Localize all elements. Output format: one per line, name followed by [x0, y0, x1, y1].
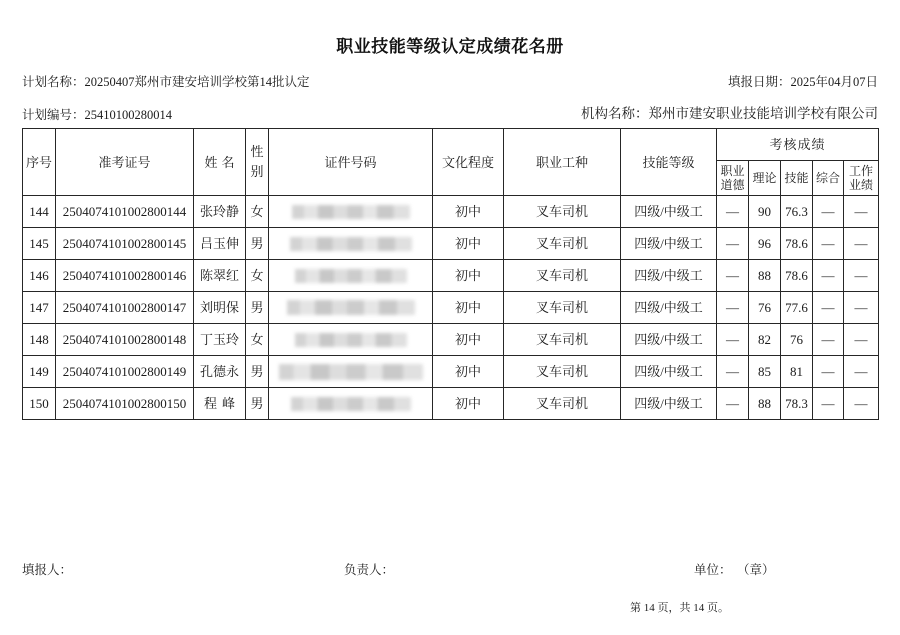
- occupation-cell: 叉车司机: [504, 324, 621, 356]
- header-exam-number: 准考证号: [56, 129, 194, 196]
- score-roster-table: [22, 128, 879, 420]
- table-header: [23, 129, 879, 196]
- id-number-cell: [269, 356, 433, 388]
- education-cell: 初中: [433, 324, 504, 356]
- table-row: [23, 388, 879, 420]
- header-performance: 工作业绩: [844, 161, 879, 196]
- skill-score-cell: 77.6: [781, 292, 813, 324]
- performance-score-cell: —: [844, 324, 879, 356]
- table-row: [23, 324, 879, 356]
- table-row: [23, 260, 879, 292]
- name-cell: 刘明保: [194, 292, 246, 324]
- name-cell: 丁玉玲: [194, 324, 246, 356]
- id-number-redacted: [287, 300, 415, 315]
- header-occupation: 职业工种: [504, 129, 621, 196]
- occupation-cell: 叉车司机: [504, 228, 621, 260]
- theory-score-cell: 82: [749, 324, 781, 356]
- occupation-cell: 叉车司机: [504, 292, 621, 324]
- id-number-cell: [269, 388, 433, 420]
- unit-label: 单位：: [694, 563, 732, 577]
- education-cell: 初中: [433, 260, 504, 292]
- performance-score-cell: —: [844, 356, 879, 388]
- gender-cell: 男: [246, 388, 269, 420]
- performance-score-cell: —: [844, 292, 879, 324]
- theory-score-cell: 96: [749, 228, 781, 260]
- name-cell: 吕玉伸: [194, 228, 246, 260]
- skill-level-cell: 四级/中级工: [621, 292, 717, 324]
- gender-cell: 男: [246, 228, 269, 260]
- occupation-cell: 叉车司机: [504, 260, 621, 292]
- seq-cell: 147: [23, 292, 56, 324]
- table-body: [23, 196, 879, 420]
- skill-score-cell: 76: [781, 324, 813, 356]
- table-row: [23, 228, 879, 260]
- education-cell: 初中: [433, 388, 504, 420]
- education-cell: 初中: [433, 356, 504, 388]
- institution-name: 机构名称：郑州市建安职业技能培训学校有限公司: [581, 106, 878, 121]
- id-number-redacted: [290, 237, 412, 251]
- ethics-score-cell: —: [717, 292, 749, 324]
- skill-score-cell: 78.6: [781, 260, 813, 292]
- name-cell: 陈翠红: [194, 260, 246, 292]
- performance-score-cell: —: [844, 196, 879, 228]
- skill-level-cell: 四级/中级工: [621, 196, 717, 228]
- theory-score-cell: 76: [749, 292, 781, 324]
- name-cell: 程峰: [194, 388, 246, 420]
- id-number-cell: [269, 324, 433, 356]
- gender-cell: 女: [246, 324, 269, 356]
- responsible-label: 负责人：: [344, 563, 395, 577]
- exam-number-cell: 2504074101002800149: [56, 356, 194, 388]
- gender-cell: 女: [246, 196, 269, 228]
- seq-cell: 149: [23, 356, 56, 388]
- id-number-redacted: [295, 269, 407, 283]
- comprehensive-score-cell: —: [813, 228, 844, 260]
- comprehensive-score-cell: —: [813, 260, 844, 292]
- id-number-redacted: [295, 333, 407, 347]
- plan-number: 计划编号：25410100280014: [22, 108, 173, 122]
- skill-score-cell: 81: [781, 356, 813, 388]
- ethics-score-cell: —: [717, 228, 749, 260]
- table-row: [23, 356, 879, 388]
- ethics-score-cell: —: [717, 388, 749, 420]
- ethics-score-cell: —: [717, 196, 749, 228]
- table-row: [23, 292, 879, 324]
- header-gender: 性别: [246, 129, 269, 196]
- education-cell: 初中: [433, 292, 504, 324]
- id-number-cell: [269, 196, 433, 228]
- header-id-number: 证件号码: [269, 129, 433, 196]
- skill-level-cell: 四级/中级工: [621, 260, 717, 292]
- seq-cell: 148: [23, 324, 56, 356]
- theory-score-cell: 85: [749, 356, 781, 388]
- name-cell: 张玲静: [194, 196, 246, 228]
- skill-level-cell: 四级/中级工: [621, 356, 717, 388]
- performance-score-cell: —: [844, 228, 879, 260]
- page-number: 第 14 页，共 14 页。: [630, 602, 729, 614]
- header-ethics: 职业道德: [717, 161, 749, 196]
- fill-date: 填报日期：2025年04月07日: [727, 75, 878, 89]
- gender-cell: 女: [246, 260, 269, 292]
- filler-label: 填报人：: [22, 563, 73, 577]
- header-seq: 序号: [23, 129, 56, 196]
- skill-score-cell: 78.6: [781, 228, 813, 260]
- header-theory: 理论: [749, 161, 781, 196]
- header-row: [23, 129, 879, 161]
- exam-number-cell: 2504074101002800150: [56, 388, 194, 420]
- document-title: 职业技能等级认定成绩花名册: [336, 37, 564, 57]
- id-number-cell: [269, 228, 433, 260]
- header-name: 姓名: [194, 129, 246, 196]
- seq-cell: 145: [23, 228, 56, 260]
- education-cell: 初中: [433, 196, 504, 228]
- comprehensive-score-cell: —: [813, 196, 844, 228]
- skill-level-cell: 四级/中级工: [621, 324, 717, 356]
- comprehensive-score-cell: —: [813, 292, 844, 324]
- name-cell: 孔德永: [194, 356, 246, 388]
- occupation-cell: 叉车司机: [504, 388, 621, 420]
- header-skill: 技能: [781, 161, 813, 196]
- id-number-redacted: [292, 205, 410, 219]
- exam-number-cell: 2504074101002800145: [56, 228, 194, 260]
- theory-score-cell: 88: [749, 260, 781, 292]
- theory-score-cell: 90: [749, 196, 781, 228]
- comprehensive-score-cell: —: [813, 356, 844, 388]
- skill-level-cell: 四级/中级工: [621, 388, 717, 420]
- header-comprehensive: 综合: [813, 161, 844, 196]
- id-number-redacted: [291, 397, 411, 411]
- id-number-cell: [269, 292, 433, 324]
- occupation-cell: 叉车司机: [504, 196, 621, 228]
- skill-score-cell: 78.3: [781, 388, 813, 420]
- performance-score-cell: —: [844, 260, 879, 292]
- performance-score-cell: —: [844, 388, 879, 420]
- header-skill-level: 技能等级: [621, 129, 717, 196]
- skill-level-cell: 四级/中级工: [621, 228, 717, 260]
- header-education: 文化程度: [433, 129, 504, 196]
- exam-number-cell: 2504074101002800147: [56, 292, 194, 324]
- exam-number-cell: 2504074101002800148: [56, 324, 194, 356]
- occupation-cell: 叉车司机: [504, 356, 621, 388]
- comprehensive-score-cell: —: [813, 388, 844, 420]
- exam-number-cell: 2504074101002800144: [56, 196, 194, 228]
- ethics-score-cell: —: [717, 324, 749, 356]
- seal-label: （章）: [737, 563, 775, 577]
- seq-cell: 150: [23, 388, 56, 420]
- table-row: [23, 196, 879, 228]
- seq-cell: 144: [23, 196, 56, 228]
- gender-cell: 男: [246, 356, 269, 388]
- ethics-score-cell: —: [717, 260, 749, 292]
- skill-score-cell: 76.3: [781, 196, 813, 228]
- gender-cell: 男: [246, 292, 269, 324]
- education-cell: 初中: [433, 228, 504, 260]
- id-number-cell: [269, 260, 433, 292]
- plan-name: 计划名称：20250407郑州市建安培训学校第14批认定: [22, 75, 310, 89]
- seq-cell: 146: [23, 260, 56, 292]
- exam-number-cell: 2504074101002800146: [56, 260, 194, 292]
- header-assessment: 考核成绩: [717, 129, 879, 161]
- ethics-score-cell: —: [717, 356, 749, 388]
- id-number-redacted: [279, 364, 423, 380]
- comprehensive-score-cell: —: [813, 324, 844, 356]
- theory-score-cell: 88: [749, 388, 781, 420]
